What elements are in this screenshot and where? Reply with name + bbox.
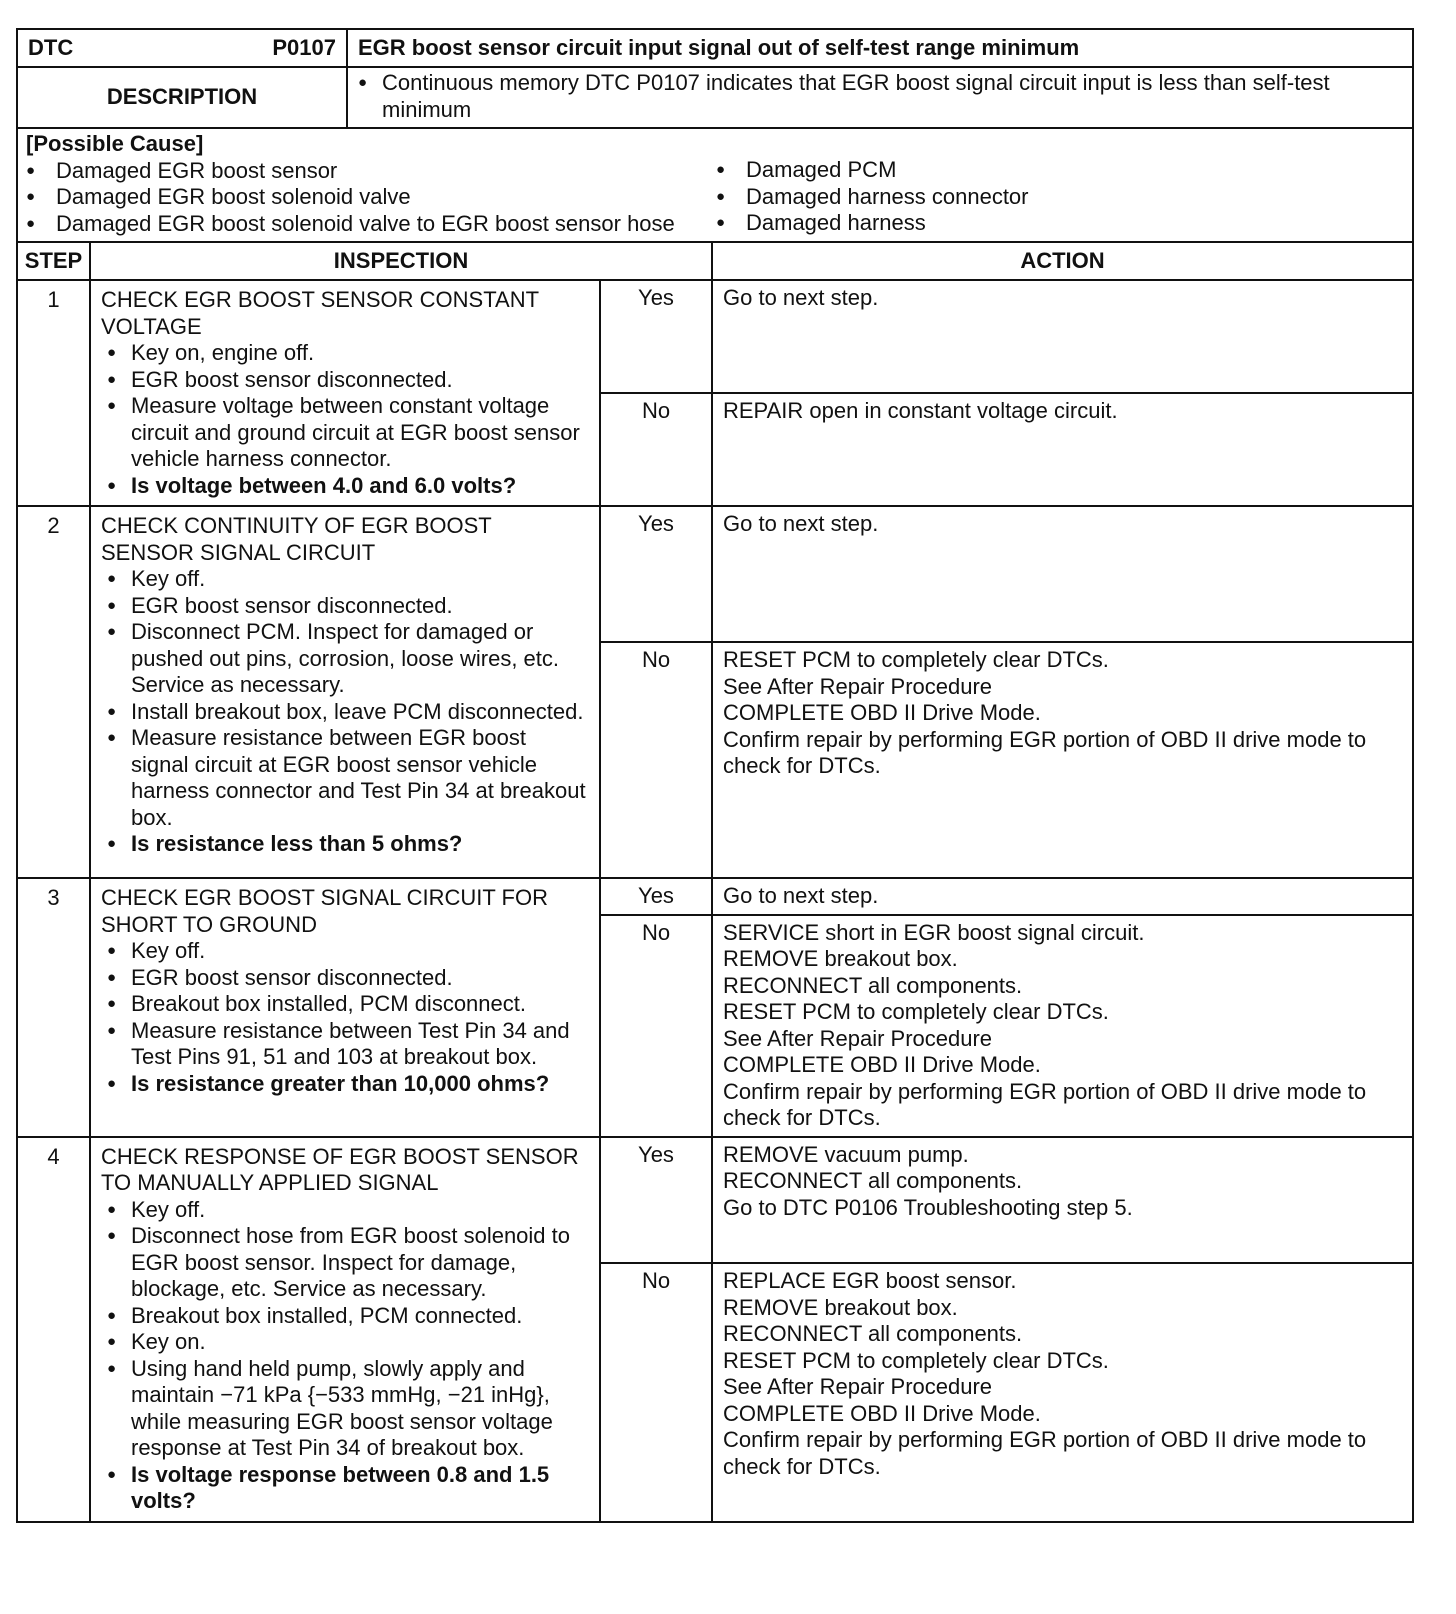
troubleshooting-document xyxy=(16,28,1414,1523)
step-bullet: ● Using hand held pump, slowly apply and maintain −71 kPa {−533 mmHg, −21 inHg}, while measuring EGR boost sensor voltage response at Test Pin 34 of breakout box. xyxy=(101,1356,589,1462)
action-line: COMPLETE OBD II Drive Mode. xyxy=(723,1052,1041,1077)
step-title: CHECK EGR BOOST SIGNAL CIRCUIT FOR SHORT TO GROUND xyxy=(101,885,548,937)
step-bullet: ● EGR boost sensor disconnected. xyxy=(101,367,589,394)
step-bullet: ● Key off. xyxy=(101,1197,589,1224)
yes-label: Yes xyxy=(600,280,712,393)
possible-cause-item: ● Damaged EGR boost sensor xyxy=(26,158,716,185)
dtc-label: DTC xyxy=(28,34,74,60)
column-step: STEP xyxy=(17,242,90,280)
possible-cause-heading: [Possible Cause] xyxy=(26,131,204,156)
step-title: CHECK CONTINUITY OF EGR BOOST SENSOR SIGNAL CIRCUIT xyxy=(101,513,492,565)
step-bullet: ● Measure resistance between EGR boost signal circuit at EGR boost sensor vehicle harness connector and Test Pin 34 at breakout box. xyxy=(101,725,589,831)
action-line: COMPLETE OBD II Drive Mode. xyxy=(723,1400,1041,1426)
step-bullet: ● EGR boost sensor disconnected. xyxy=(101,593,589,620)
action-line: REMOVE breakout box. xyxy=(723,946,958,971)
step-row-yes xyxy=(17,1137,1413,1264)
step-bullet: ● EGR boost sensor disconnected. xyxy=(101,965,589,992)
action-line: Confirm repair by performing EGR portion of OBD II drive mode to check for DTCs. xyxy=(723,1078,1367,1130)
dtc-title: EGR boost sensor circuit input signal out of self-test range minimum xyxy=(347,29,1413,67)
action-line: RESET PCM to completely clear DTCs. xyxy=(723,1347,1109,1373)
step-bullet: ● Disconnect hose from EGR boost solenoid to EGR boost sensor. Inspect for damage, blockage, etc. Service as necessary. xyxy=(101,1223,589,1303)
step-bullets xyxy=(101,566,589,858)
step-bullet: ● Breakout box installed, PCM disconnect. xyxy=(101,991,589,1018)
action-line: See After Repair Procedure xyxy=(723,1025,993,1051)
step-title: CHECK RESPONSE OF EGR BOOST SENSOR TO MANUALLY APPLIED SIGNAL xyxy=(101,1143,579,1195)
step-row-yes xyxy=(17,280,1413,393)
step-bullet: ● Breakout box installed, PCM connected. xyxy=(101,1303,589,1330)
step-bullet: ● Key on. xyxy=(101,1329,589,1356)
action-line: REPLACE EGR boost sensor. xyxy=(723,1268,1017,1294)
yes-label: Yes xyxy=(600,506,712,642)
action-line: RESET PCM to completely clear DTCs. xyxy=(723,647,1109,672)
action-line: RECONNECT all components. xyxy=(723,972,1023,998)
action-line: See After Repair Procedure xyxy=(723,673,993,699)
step-bullet: ● Install breakout box, leave PCM disconnected. xyxy=(101,699,589,726)
step-question: ● Is voltage response between 0.8 and 1.5 volts? xyxy=(101,1462,589,1515)
step-inspection xyxy=(90,506,600,878)
action-line: RECONNECT all components. xyxy=(723,1321,1023,1347)
column-action: ACTION xyxy=(712,242,1413,280)
yes-action xyxy=(712,1137,1413,1264)
column-inspection: INSPECTION xyxy=(90,242,712,280)
action-line: Go to next step. xyxy=(723,883,879,908)
yes-action xyxy=(712,878,1413,915)
no-action xyxy=(712,915,1413,1137)
step-number: 4 xyxy=(17,1137,90,1522)
possible-cause-item: ● Damaged EGR boost solenoid valve to EGR boost sensor hose xyxy=(26,211,716,238)
possible-cause-right-list xyxy=(716,157,1404,237)
no-label: No xyxy=(600,1263,712,1521)
no-label: No xyxy=(600,642,712,878)
step-bullets xyxy=(101,1197,589,1515)
step-bullet: ● Key on, engine off. xyxy=(101,340,589,367)
no-label: No xyxy=(600,915,712,1137)
possible-cause-item: ● Damaged EGR boost solenoid valve xyxy=(26,184,716,211)
possible-cause-item: ● Damaged harness xyxy=(716,210,1404,237)
no-label: No xyxy=(600,393,712,506)
action-line: Go to next step. xyxy=(723,511,879,536)
yes-label: Yes xyxy=(600,1137,712,1264)
inspection-steps-table xyxy=(16,241,1414,1523)
step-question: ● Is resistance greater than 10,000 ohms? xyxy=(101,1071,589,1098)
dtc-code: P0107 xyxy=(272,34,336,60)
step-inspection xyxy=(90,1137,600,1522)
description-row xyxy=(17,67,1413,128)
step-number: 3 xyxy=(17,878,90,1137)
action-line: Go to DTC P0106 Troubleshooting step 5. xyxy=(723,1194,1133,1220)
step-bullet: ● Key off. xyxy=(101,566,589,593)
step-question: ● Is resistance less than 5 ohms? xyxy=(101,831,589,858)
action-line: RECONNECT all components. xyxy=(723,1168,1023,1193)
dtc-row xyxy=(17,29,1413,67)
description-list xyxy=(352,70,1402,123)
possible-cause-cell xyxy=(17,128,1413,242)
step-bullet: ● Disconnect PCM. Inspect for damaged or pushed out pins, corrosion, loose wires, etc. Service as necessary. xyxy=(101,619,589,699)
no-action xyxy=(712,1263,1413,1521)
dtc-cell xyxy=(17,29,347,67)
action-line: COMPLETE OBD II Drive Mode. xyxy=(723,700,1041,725)
yes-action xyxy=(712,506,1413,642)
steps-header-row xyxy=(17,242,1413,280)
action-line: See After Repair Procedure xyxy=(723,1374,993,1400)
action-line: SERVICE short in EGR boost signal circuit. xyxy=(723,919,1145,945)
possible-cause-left-list xyxy=(26,158,716,238)
step-number: 1 xyxy=(17,280,90,506)
step-inspection xyxy=(90,878,600,1137)
step-row-yes xyxy=(17,878,1413,915)
possible-cause-item: ● Damaged harness connector xyxy=(716,184,1404,211)
step-title: CHECK EGR BOOST SENSOR CONSTANT VOLTAGE xyxy=(101,287,539,339)
yes-action xyxy=(712,280,1413,393)
possible-cause-item: ● Damaged PCM xyxy=(716,157,1404,184)
action-line: REMOVE breakout box. xyxy=(723,1294,958,1320)
dtc-header-table xyxy=(16,28,1414,129)
no-action xyxy=(712,642,1413,878)
possible-cause-table xyxy=(16,127,1414,243)
action-line: Confirm repair by performing EGR portion of OBD II drive mode to check for DTCs. xyxy=(723,1427,1367,1479)
step-bullet: ● Measure voltage between constant voltage circuit and ground circuit at EGR boost sensor vehicle harness connector. xyxy=(101,393,589,473)
step-bullets xyxy=(101,938,589,1097)
step-bullets xyxy=(101,340,589,499)
step-question: ● Is voltage between 4.0 and 6.0 volts? xyxy=(101,473,589,500)
description-text: ● Continuous memory DTC P0107 indicates that EGR boost signal circuit input is less than self-test minimum xyxy=(352,70,1402,123)
step-bullet: ● Measure resistance between Test Pin 34 and Test Pins 91, 51 and 103 at breakout box. xyxy=(101,1018,589,1071)
action-line: REMOVE vacuum pump. xyxy=(723,1141,969,1167)
step-row-yes xyxy=(17,506,1413,642)
action-line: Confirm repair by performing EGR portion of OBD II drive mode to check for DTCs. xyxy=(723,726,1367,778)
action-line: Go to next step. xyxy=(723,285,879,310)
no-action xyxy=(712,393,1413,506)
description-cell xyxy=(347,67,1413,128)
action-line: RESET PCM to completely clear DTCs. xyxy=(723,999,1109,1024)
description-label: DESCRIPTION xyxy=(17,67,347,128)
step-inspection xyxy=(90,280,600,506)
step-bullet: ● Key off. xyxy=(101,938,589,965)
step-number: 2 xyxy=(17,506,90,878)
action-line: REPAIR open in constant voltage circuit. xyxy=(723,398,1118,423)
yes-label: Yes xyxy=(600,878,712,915)
